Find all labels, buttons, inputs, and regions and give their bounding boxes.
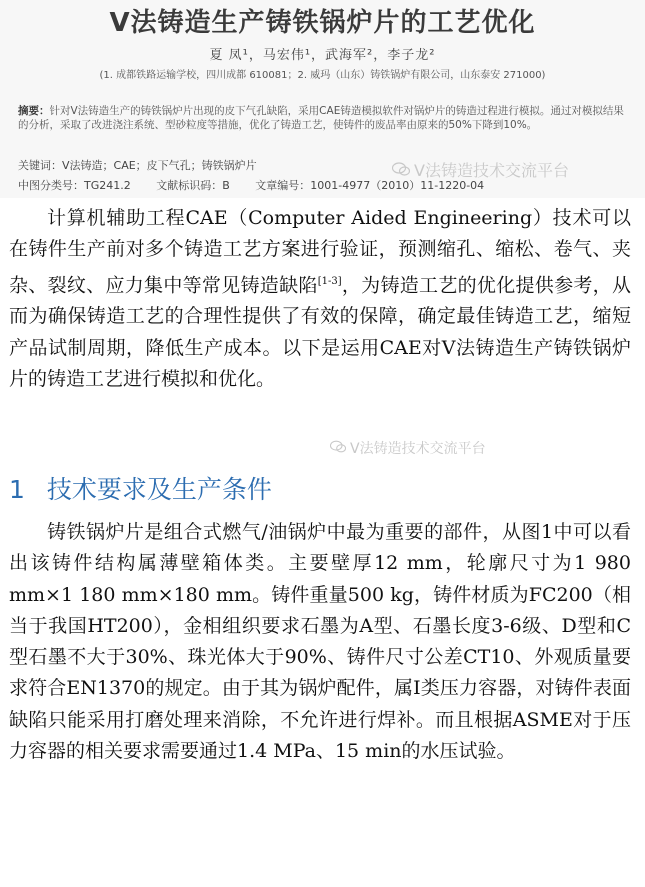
- section-title: 技术要求及生产条件: [46, 475, 272, 504]
- abstract-text: 针对V法铸造生产的铸铁锅炉片出现的皮下气孔缺陷，采用CAE铸造模拟软件对锅炉片的铸造过程进行模拟。通过对模拟结果的分析，采取了改进浇注系统、型砂粒度等措施，优化了铸造工艺，使铸件的废品率由原来的50%下降到10%。: [18, 105, 624, 131]
- section-number: 1: [9, 475, 25, 504]
- intro-paragraph: [9, 203, 631, 395]
- article-title: V法铸造生产铸铁锅炉片的工艺优化: [109, 8, 536, 38]
- watermark-text: V法铸造技术交流平台: [350, 441, 486, 457]
- abstract-label: 摘要：: [18, 105, 50, 117]
- wechat-icon: [330, 440, 346, 457]
- abstract: [18, 104, 628, 132]
- keywords: 关键词：V法铸造；CAE；皮下气孔；铸铁锅炉片: [18, 159, 257, 172]
- author-list: 夏 凤¹，马宏伟¹，武海军²，李子龙²: [209, 48, 436, 63]
- wechat-icon: [392, 161, 410, 180]
- scanned-header: [0, 0, 645, 198]
- intro-text-a: 计算机辅助工程CAE（Computer Aided Engineering）技术可以在铸件生产前对多个铸造工艺方案进行验证，预测缩孔、缩松、卷气、夹杂、裂纹、应力集中等常见铸造缺陷: [9, 207, 631, 296]
- requirements-paragraph: 铸铁锅炉片是组合式燃气/油锅炉中最为重要的部件，从图1中可以看出该铸件结构属薄壁箱体类。主要壁厚12 mm，轮廓尺寸为1 980 mm×1 180 mm×180 mm。铸件重量500 kg，铸件材质为FC200（相当于我国HT200），金相组织要求石墨为A型、石墨长度3-6级、D型和C型石墨不大于30%、珠光体大于90%、铸件尺寸公差CT10、外观质量要求符合EN1370的规定。由于其为锅炉配件，属Ⅰ类压力容器，对铸件表面缺陷只能采用打磨处理来消除，不允许进行焊补。而且根据ASME对于压力容器的相关要求需要通过1.4 MPa、15 min的水压试验。: [9, 521, 631, 763]
- class-number: 中图分类号：TG241.2: [18, 179, 131, 192]
- watermark-text: V法铸造技术交流平台: [414, 161, 569, 180]
- article-number: 文章编号：1001-4977（2010）11-1220-04: [255, 179, 485, 192]
- citation-ref: [1-3]: [317, 275, 342, 287]
- intro-text-b: ，为铸造工艺的优化提供参考，从而为确保铸造工艺的合理性提供了有效的保障，确定最佳铸造工艺，缩短产品试制周期，降低生产成本。以下是运用CAE对V法铸造生产铸铁锅炉片的铸造工艺进行模拟和优化。: [9, 273, 631, 390]
- document-code: 文献标识码：B: [156, 179, 230, 192]
- section-heading: [9, 470, 272, 506]
- affiliations: (1. 成都铁路运输学校，四川成都 610081；2. 威玛（山东）铸铁锅炉有限公司，山东泰安 271000): [99, 70, 546, 81]
- watermark-middle: [330, 438, 486, 458]
- watermark-top: [392, 158, 569, 181]
